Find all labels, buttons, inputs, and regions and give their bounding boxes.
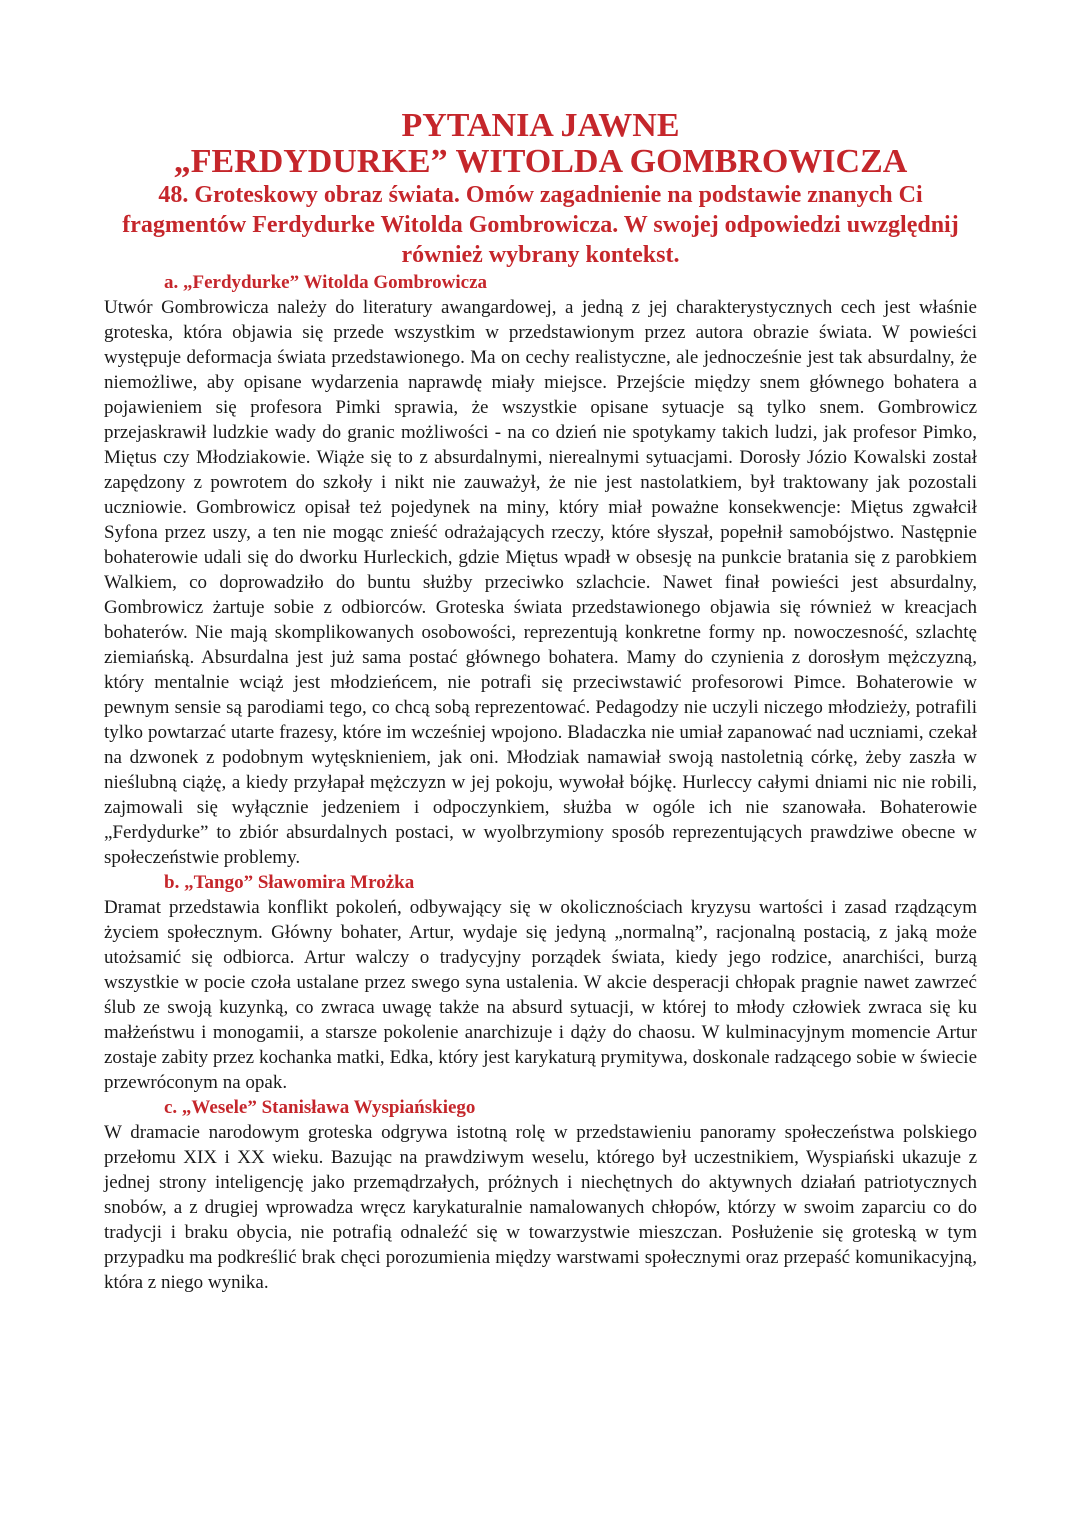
page-title-line-2: „FERDYDURKE” WITOLDA GOMBROWICZA xyxy=(173,143,908,180)
section-text-ferdydurke: Utwór Gombrowicza należy do literatury awangardowej, a jedną z jej charakterystycznych cech jest właśnie groteska, która objawia się przede wszystkim w przedstawionym przez autora obrazie świata. W powieści występuje deformacja świata przedstawionego. Ma on cechy realistyczne, ale jednocześnie jest tak absurdalny, że niemożliwe, aby opisane wydarzenia naprawdę miały miejsce. Przejście między snem głównego bohatera a pojawieniem się profesora Pimki sprawia, że wszystkie opisane sytuacje są tylko snem. Gombrowicz przejaskrawił ludzkie wady do granic możliwości - na co dzień nie spotykamy takich ludzi, jak profesor Pimko, Miętus czy Młodziakowie. Wiąże się to z absurdalnymi, nierealnymi sytuacjami. Dorosły Józio Kowalski został zapędzony z powrotem do szkoły i nikt nie zauważył, że nie jest nastolatkiem, był traktowany jak pozostali uczniowie. Gombrowicz opisał też pojedynek na miny, który miał poważne konsekwencje: Miętus zgwałcił Syfona przez uszy, a ten nie mogąc znieść odrażających rzeczy, które słyszał, popełnił samobójstwo. Następnie bohaterowie udali się do dworku Hurleckich, gdzie Miętus wpadł w obsesję na punkcie bratania się z parobkiem Walkiem, co doprowadziło do buntu służby przeciwko szlachcie. Nawet finał powieści jest absurdalny, Gombrowicz żartuje sobie z odbiorców. Groteska świata przedstawionego objawia się również w kreacjach bohaterów. Nie mają skomplikowanych osobowości, reprezentują konkretne formy np. nowoczesność, szlachtę ziemiańską. Absurdalna jest już sama postać głównego bohatera. Mamy do czynienia z dorosłym mężczyzną, który mentalnie wciąż jest młodzieńcem, nie potrafi się przeciwstawić profesorowi Pimce. Bohaterowie w pewnym sensie są parodiami tego, co chcą sobą reprezentować. Pedagodzy nie uczyli niczego młodzieży, potrafili tylko powtarzać utarte frazesy, które im wcześniej wpojono. Bladaczka nie umiał zapanować nad uczniami, czekał na dzwonek z podobnym wytęsknieniem, jak oni. Młodziak namawiał swoją nastoletnią córkę, żeby zaszła w nieślubną ciążę, a kiedy przyłapał mężczyzn w jej pokoju, wywołał bójkę. Hurleccy całymi dniami nic nie robili, zajmowali się wyłącznie jedzeniem i odpoczynkiem, służba w ogóle ich nie szanowała. Bohaterowie „Ferdydurke” to zbiór absurdalnych postaci, w wyolbrzymiony sposób reprezentujących prawdziwe obecne w społeczeństwie problemy. xyxy=(104,297,977,868)
section-wesele xyxy=(104,1095,977,1295)
page-title-line-1: PYTANIA JAWNE xyxy=(401,107,680,144)
document-page xyxy=(104,108,977,1295)
section-heading-wesele: c. „Wesele” Stanisława Wyspiańskiego xyxy=(164,1097,476,1118)
section-tango xyxy=(104,870,977,1095)
section-ferdydurke xyxy=(104,270,977,870)
section-text-wesele: W dramacie narodowym groteska odgrywa istotną rolę w przedstawieniu panoramy społeczeństwa polskiego przełomu XIX i XX wieku. Bazując na prawdziwym weselu, którego był uczestnikiem, Wyspiański ukazuje z jednej strony inteligencję jako przemądrzałych, próżnych i niechętnych do aktywnych działań patriotycznych snobów, a z drugiej wprowadza wręcz karykaturalnie namalowanych chłopów, którzy w swoim zaparciu co do tradycji i braku obycia, nie potrafią odnaleźć się w towarzystwie mieszczan. Posłużenie się groteską w tym przypadku ma podkreślić brak chęci porozumienia między warstwami społecznymi oraz przepaść komunikacyjną, która z niego wynika. xyxy=(104,1122,977,1293)
section-heading-tango: b. „Tango” Sławomira Mrożka xyxy=(164,872,415,893)
section-text-tango: Dramat przedstawia konflikt pokoleń, odbywający się w okolicznościach kryzysu wartości i zasad rządzącym życiem społecznym. Główny bohater, Artur, wydaje się jedyną „normalną”, racjonalną postacią, z jaką może utożsamić się odbiorca. Artur walczy o tradycyjny porządek świata, kiedy jego rodzice, anarchiści, burzą wszystkie w pocie czoła ustalane przez swego syna ustalenia. W akcie desperacji chłopak pragnie nawet zawrzeć ślub ze swoją kuzynką, co zwraca uwagę także na absurd sytuacji, w której to młody człowiek zwraca się ku małżeństwu i monogamii, a starsze pokolenie anarchizuje i dąży do chaosu. W kulminacyjnym momencie Artur zostaje zabity przez kochanka matki, Edka, który jest karykaturą prymitywa, doskonale radzącego sobie w świecie przewróconym na opak. xyxy=(104,897,977,1093)
section-heading-ferdydurke: a. „Ferdydurke” Witolda Gombrowicza xyxy=(164,272,487,293)
exam-question: 48. Groteskowy obraz świata. Omów zagadnienie na podstawie znanych Ci fragmentów Ferdydurke Witolda Gombrowicza. W swojej odpowiedzi uwzględnij również wybrany kontekst. xyxy=(122,182,959,268)
